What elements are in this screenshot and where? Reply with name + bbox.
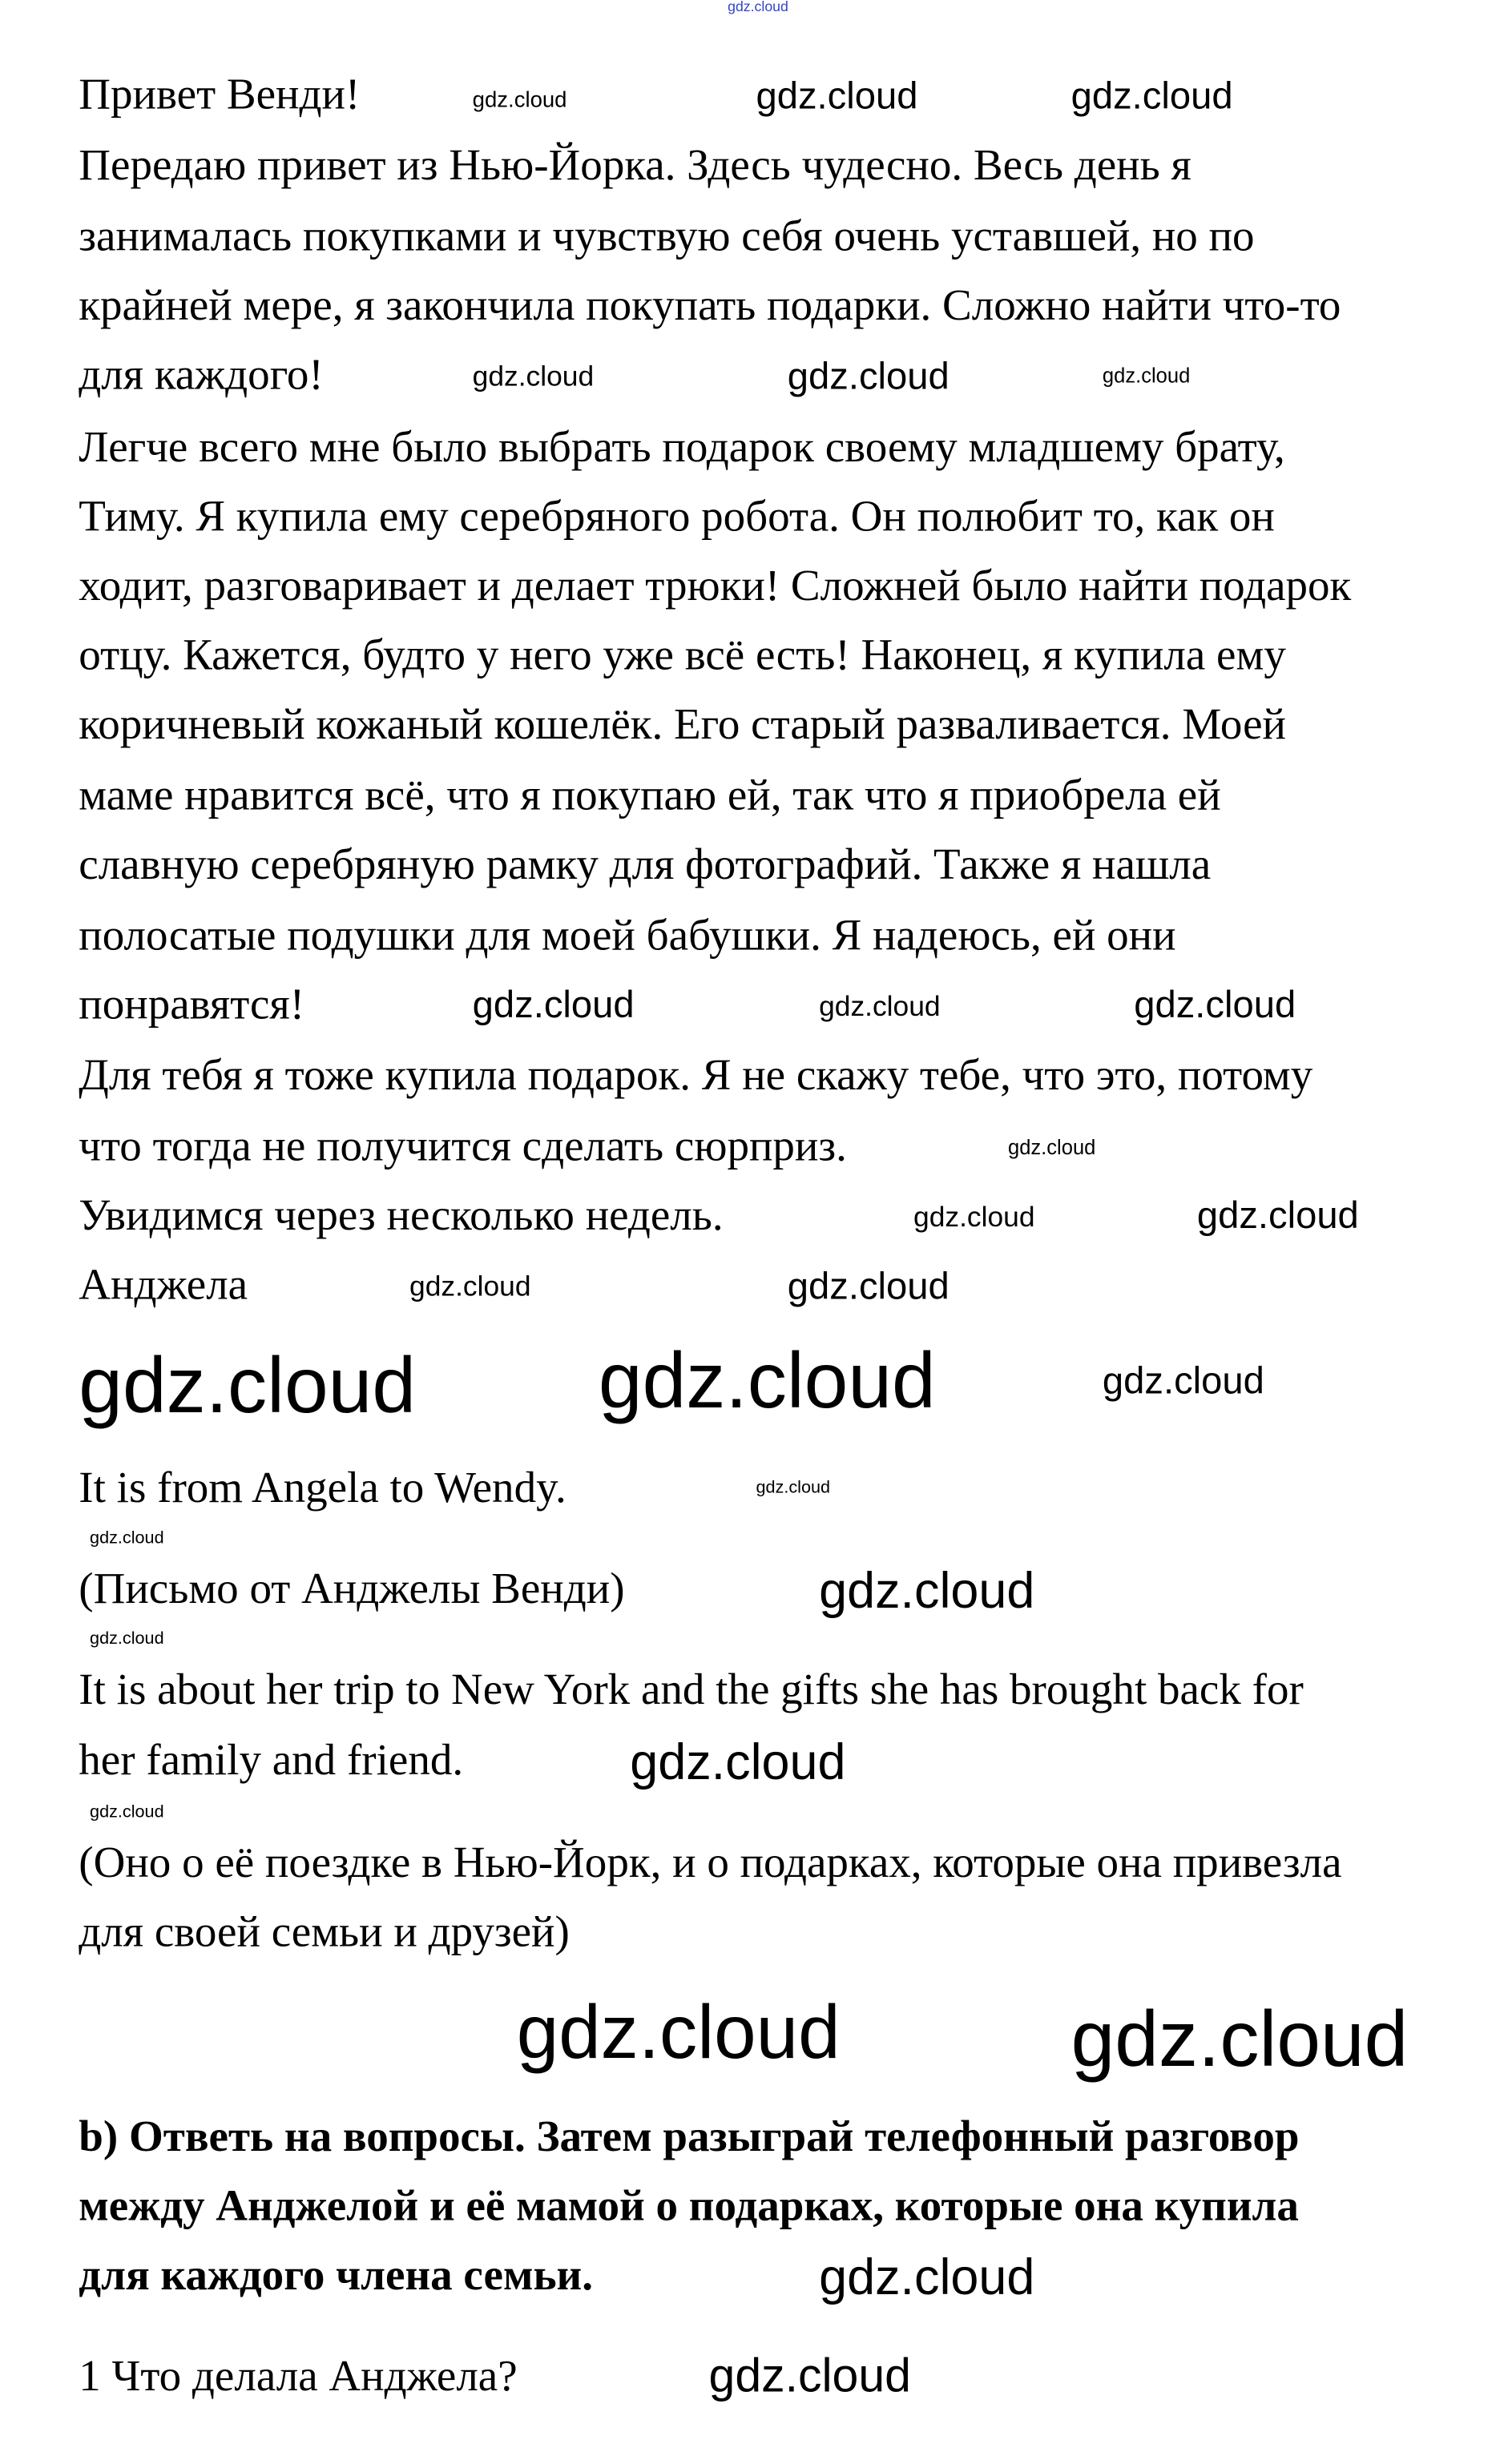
letter-line: Для тебя я тоже купила подарок. Я не скажу тебе, что это, потому [79,1052,1313,1101]
answer-line: (Оно о её поездке в Нью-Йорк, и о подарках, которые она привезла [79,1838,1342,1888]
watermark: gdz.cloud [90,1528,164,1548]
watermark: gdz.cloud [598,1336,936,1425]
watermark: gdz.cloud [1134,984,1296,1027]
letter-line: ходит, разговаривает и делает трюки! Сложней было найти подарок [79,562,1352,611]
watermark: gdz.cloud [516,1991,841,2075]
watermark: gdz.cloud [787,356,950,399]
question-1: 1 Что делала Анджела? [79,2352,518,2402]
task-heading: между Анджелой и её мамой о подарках, которые она купила [79,2182,1299,2232]
letter-line: крайней мере, я закончила покупать подарки. Сложно найти что-то [79,281,1341,331]
letter-line: для каждого! [79,351,324,401]
watermark: gdz.cloud [913,1201,1035,1234]
watermark: gdz.cloud [819,1561,1035,1619]
letter-line: понравятся! [79,980,305,1030]
task-heading: для каждого члена семьи. [79,2251,594,2301]
answer-line: It is about her trip to New York and the gifts she has brought back for [79,1665,1304,1715]
watermark: gdz.cloud [90,1629,164,1649]
watermark: gdz.cloud [472,360,595,393]
letter-line: славную серебряную рамку для фотографий. Также я нашла [79,840,1212,890]
watermark: gdz.cloud [409,1270,531,1302]
watermark: gdz.cloud [472,984,635,1027]
watermark: gdz.cloud [1102,1360,1264,1403]
letter-line: что тогда не получится сделать сюрприз. [79,1122,847,1172]
letter-line: Передаю привет из Нью-Йорка. Здесь чудесно. Весь день я [79,141,1191,191]
watermark: gdz.cloud [1070,1995,1409,2084]
watermark: gdz.cloud [708,2350,911,2403]
watermark: gdz.cloud [756,1478,831,1498]
watermark: gdz.cloud [1102,364,1191,388]
watermark: gdz.cloud [79,1341,417,1430]
watermark: gdz.cloud [1070,75,1233,119]
letter-greeting: Привет Венди! [79,70,361,120]
answer-line: It is from Angela to Wendy. [79,1464,566,1513]
watermark: gdz.cloud [1196,1194,1359,1238]
watermark: gdz.cloud [630,1733,846,1790]
letter-line: коричневый кожаный кошелёк. Его старый разваливается. Моей [79,700,1286,750]
letter-line: полосатые подушки для моей бабушки. Я надеюсь, ей они [79,912,1176,961]
task-heading: b) Ответь на вопросы. Затем разыграй телефонный разговор [79,2112,1300,2162]
letter-line: Тиму. Я купила ему серебряного робота. Он полюбит то, как он [79,493,1275,542]
watermark: gdz.cloud [787,1266,950,1309]
letter-line: Увидимся через несколько недель. [79,1191,724,1241]
answer-line: her family and friend. [79,1737,464,1786]
letter-line: Легче всего мне было выбрать подарок своему младшему брату, [79,423,1285,473]
watermark: gdz.cloud [472,87,567,112]
answer-line: (Письмо от Анджелы Венди) [79,1564,625,1614]
watermark: gdz.cloud [1007,1135,1096,1159]
watermark: gdz.cloud [819,990,941,1022]
watermark: gdz.cloud [728,0,788,14]
watermark: gdz.cloud [819,2248,1035,2305]
letter-signature: Анджела [79,1261,248,1311]
letter-line: отцу. Кажется, будто у него уже всё есть! Наконец, я купила ему [79,631,1286,681]
answer-line: для своей семьи и друзей) [79,1908,570,1958]
watermark: gdz.cloud [90,1802,164,1822]
letter-line: занималась покупками и чувствую себя очень уставшей, но по [79,212,1255,262]
letter-line: маме нравится всё, что я покупаю ей, так что я приобрела ей [79,771,1221,821]
watermark: gdz.cloud [756,75,918,119]
